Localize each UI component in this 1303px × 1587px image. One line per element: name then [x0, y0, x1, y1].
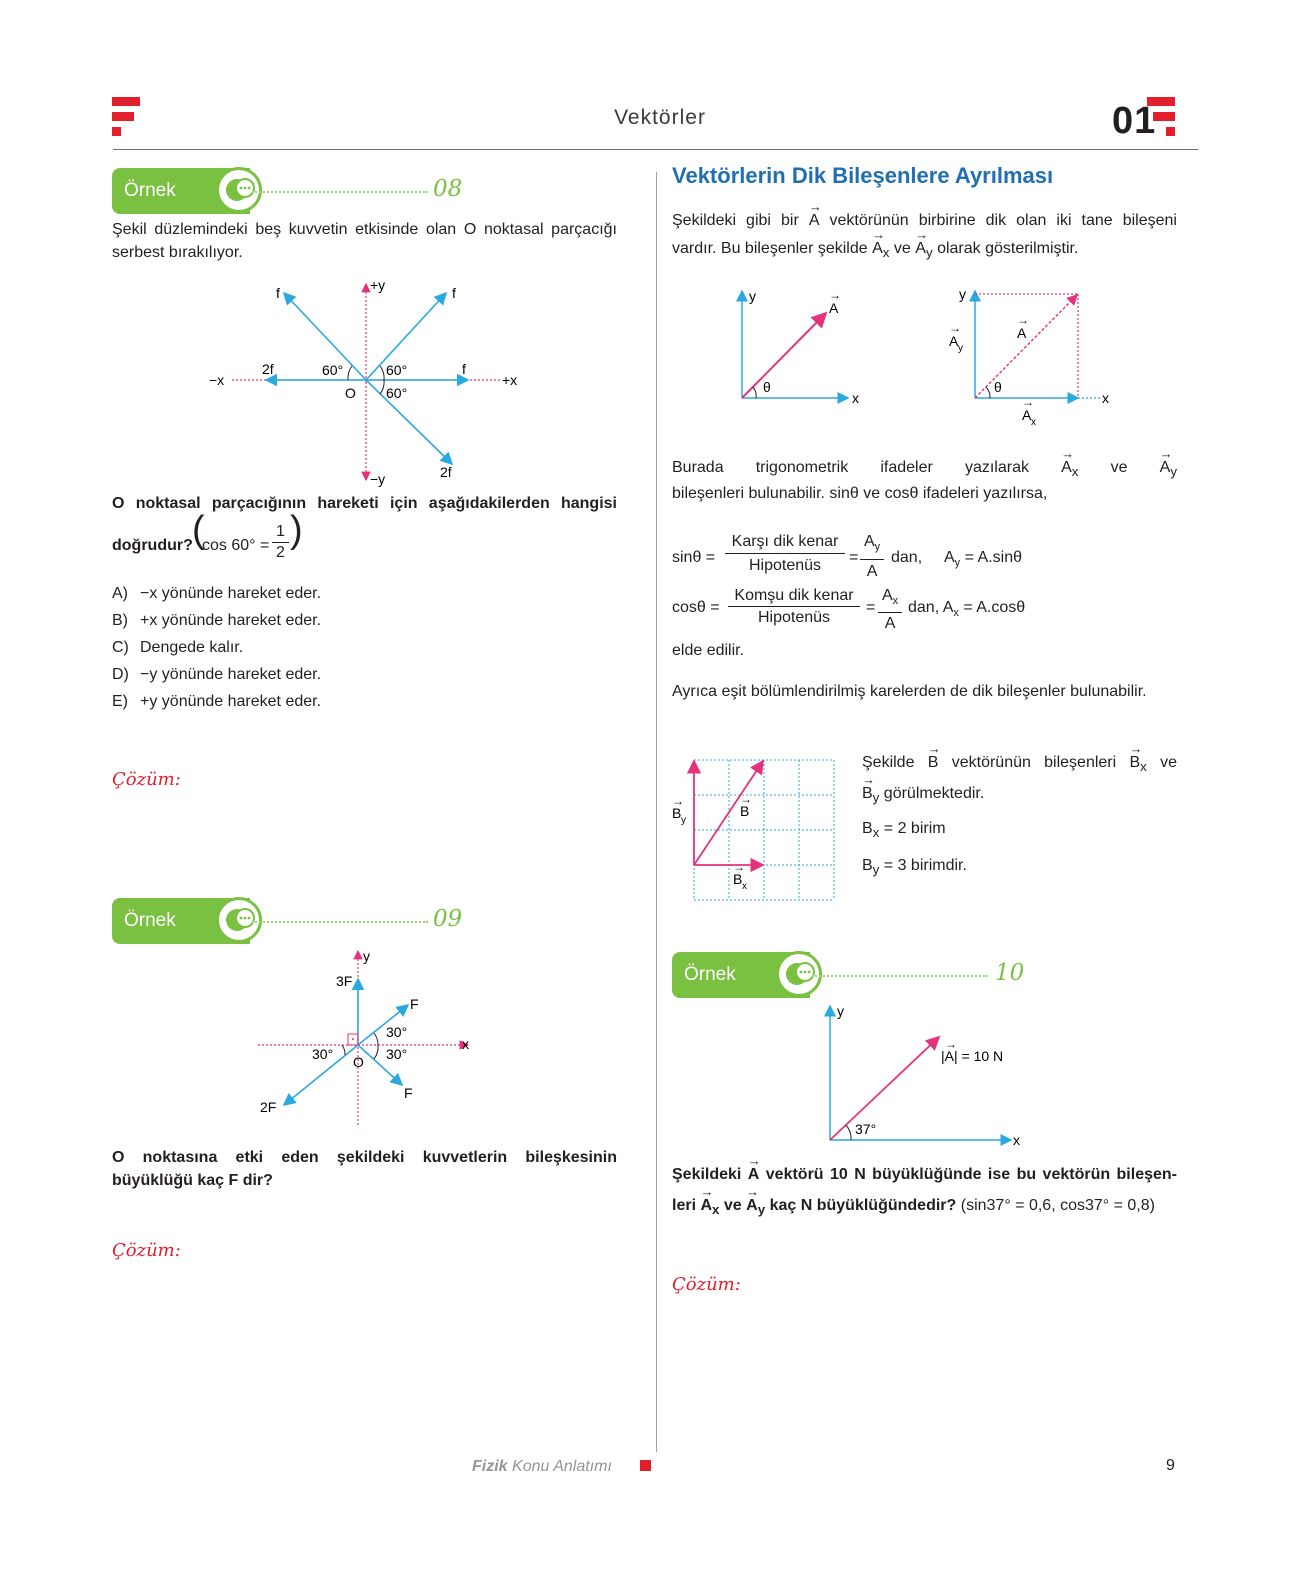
- page-header-title: Vektörler: [614, 106, 706, 129]
- header-divider: [113, 149, 1198, 150]
- svg-text:→: →: [949, 321, 961, 335]
- page-number: 9: [1166, 1457, 1175, 1474]
- axis-label-plus-x: +x: [502, 372, 518, 388]
- angle-label: 30°: [386, 1024, 408, 1040]
- angle-label: 60°: [322, 362, 344, 378]
- svg-text:→: →: [733, 860, 745, 874]
- component-label-by: B: [672, 805, 682, 821]
- force-label: f: [452, 285, 456, 301]
- force-label: f: [276, 285, 280, 301]
- axis-label-y: y: [959, 286, 966, 302]
- hint-fraction: $\frac{1}{2}$: [272, 522, 289, 563]
- example-badge-label: Örnek: [684, 964, 736, 985]
- paragraph-components: Şekildeki gibi bir → A vektörünün birbirine dik olan iki tane bileşeni vardır. Bu bileşenler şekilde → $A_x$ ve → $A_y$ olarak gösterilmiştir.: [672, 207, 1177, 267]
- axis-label-minus-y: −y: [370, 471, 386, 487]
- grid-description: Şekilde → B vektörünün bileşenleri → $B_x$ ve → $B_y$ görülmektedir. $B_x = 2$ birim $B_y = 3$ birimdir.: [862, 750, 1177, 885]
- force-label: 2f: [440, 464, 452, 480]
- section-title: Vektörlerin Dik Bileşenlere Ayrılması: [672, 163, 1054, 188]
- example-number: 09: [433, 906, 463, 932]
- axis-label-x: x: [1013, 1132, 1020, 1148]
- example-08-question-cont: [112, 509, 412, 567]
- grid-vector-figure: [666, 752, 841, 904]
- force-label: F: [404, 1085, 413, 1101]
- axis-label-x: x: [462, 1036, 469, 1052]
- svg-text:→: →: [1017, 313, 1029, 327]
- svg-text:→: →: [1022, 395, 1034, 409]
- vector-label-a: A: [829, 300, 839, 316]
- example-09-question: O noktasına etki eden şekildeki kuvvetlerin bileşkesinin büyüklüğü kaç F dir?: [112, 1149, 617, 1189]
- axis-label-plus-y: +y: [370, 277, 386, 293]
- example-badge-divider: [812, 975, 988, 977]
- svg-text:x: x: [1031, 417, 1036, 428]
- origin-label: O: [345, 385, 356, 401]
- svg-text:→: →: [740, 792, 752, 806]
- svg-text:→: →: [829, 288, 841, 302]
- example-badge-label: Örnek: [124, 180, 176, 201]
- column-divider: [656, 172, 657, 1452]
- paragraph-trig: Burada trigonometrik ifadeler yazılarak → $A_x$ ve → $A_y$ bileşenleri bulunabilir. sinθ ve cosθ ifadeleri yazılırsa,: [672, 456, 1177, 504]
- force-diagram-08: [200, 270, 540, 495]
- example-08-intro: Şekil düzlemindeki beş kuvvetin etkisinde olan O noktasal parçacığı serbest bırakılıyor.: [112, 221, 617, 261]
- svg-text:→: →: [672, 794, 684, 808]
- chat-bubble-icon: [776, 951, 822, 997]
- origin-label: O: [353, 1054, 364, 1070]
- force-label: 2F: [260, 1099, 277, 1115]
- angle-label: 30°: [386, 1046, 408, 1062]
- example-badge-divider: [252, 191, 428, 193]
- example-badge-09: [112, 898, 250, 944]
- component-label-bx: B: [733, 871, 743, 887]
- axis-label-x: x: [1102, 390, 1109, 406]
- formula-sin: sinθ = Karşı dik kenar Hipotenüs = $\frac{A_y}{A}$ dan, $A_y = A.\sin\theta$: [672, 530, 1177, 580]
- force-label: 3F: [336, 973, 353, 989]
- example-number: 10: [995, 960, 1025, 986]
- angle-label: 60°: [386, 385, 408, 401]
- angle-label: θ: [994, 379, 1002, 395]
- option-c[interactable]: C) Dengede kalır.: [112, 639, 244, 656]
- footer-book-title: Fizik Konu Anlatımı: [472, 1458, 612, 1475]
- elde-edilir-text: elde edilir.: [672, 642, 745, 659]
- answer-options: [112, 580, 612, 715]
- example-badge-10: [672, 952, 810, 998]
- example-10-question: Şekildeki → A vektörü 10 N büyüklüğünde ise bu vektörün bileşen- leri → $A_x$ ve → $A_y$ kaç N büyüklüğündedir? (sin37° = 0,6, cos37° = 0,8): [672, 1162, 1177, 1228]
- component-label-ay: A: [949, 333, 959, 349]
- vector-figure-10: [815, 1000, 1045, 1150]
- option-e[interactable]: E) +y yönünde hareket eder.: [112, 693, 322, 710]
- example-08-question: O noktasal parçacığının hareketi için aşağıdakilerden hangisi: [112, 495, 617, 512]
- paragraph-grid: Ayrıca eşit bölümlendirilmiş karelerden de dik bileşenler bulunabilir.: [672, 683, 1147, 700]
- force-diagram-09: [250, 945, 490, 1130]
- vector-figure-a: [730, 285, 870, 410]
- vector-figure-components: [940, 282, 1120, 430]
- solution-label: Çözüm:: [112, 769, 181, 790]
- vector-label-b: B: [740, 803, 750, 819]
- axis-label-y: y: [837, 1003, 844, 1019]
- svg-text:y: y: [958, 343, 963, 354]
- vector-magnitude-label: |A| = 10 N: [941, 1048, 1004, 1064]
- chat-bubble-icon: [216, 167, 262, 213]
- solution-label: Çözüm:: [112, 1240, 181, 1261]
- paren-close: ): [290, 509, 303, 551]
- question-text: doğrudur?: [112, 537, 193, 554]
- example-badge-divider: [252, 921, 428, 923]
- axis-label-minus-x: −x: [209, 372, 225, 388]
- axis-label-y: y: [749, 288, 756, 304]
- option-b[interactable]: B) +x yönünde hareket eder.: [112, 612, 322, 629]
- vector-label-a: A: [1017, 325, 1027, 341]
- option-d[interactable]: D) −y yönünde hareket eder.: [112, 666, 322, 683]
- svg-text:y: y: [681, 815, 686, 826]
- force-label: 2f: [262, 361, 274, 377]
- formula-cos: cosθ = Komşu dik kenar Hipotenüs = $\frac{A_x}{A}$ dan, $A_x = A.\cos\theta$: [672, 587, 1026, 633]
- force-label: f: [462, 361, 466, 377]
- chat-bubble-icon: [216, 897, 262, 943]
- hint-lhs: cos 60° =: [202, 537, 270, 554]
- example-badge-08: [112, 168, 250, 214]
- axis-label-x: x: [852, 390, 859, 406]
- example-number: 08: [433, 176, 463, 202]
- angle-label: 37°: [855, 1121, 877, 1137]
- axis-label-y: y: [363, 948, 370, 964]
- solution-label: Çözüm:: [672, 1274, 741, 1295]
- svg-text:x: x: [742, 881, 747, 892]
- example-badge-label: Örnek: [124, 910, 176, 931]
- force-label: F: [410, 996, 419, 1012]
- chapter-number: 01: [1112, 100, 1157, 142]
- paren-open: (: [192, 509, 205, 551]
- component-label-ax: A: [1022, 407, 1032, 423]
- svg-text:→: →: [945, 1037, 957, 1051]
- publisher-logo-left: [112, 97, 142, 137]
- option-a[interactable]: A) −x yönünde hareket eder.: [112, 585, 322, 602]
- angle-label: θ: [763, 379, 771, 395]
- angle-label: 60°: [386, 362, 408, 378]
- footer-square-icon: [640, 1460, 651, 1471]
- angle-label: 30°: [312, 1046, 334, 1062]
